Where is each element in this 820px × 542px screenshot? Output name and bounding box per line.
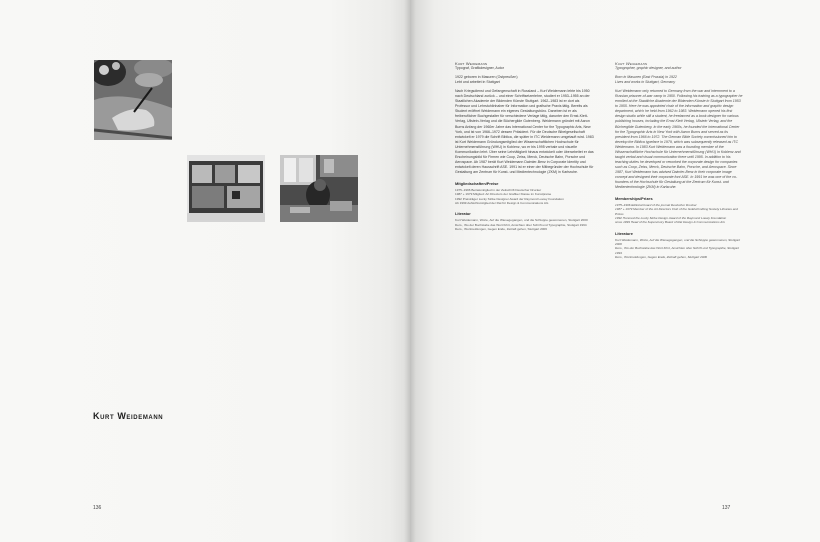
german-born: 1922 geboren in Masuren (Ostpreußen): [455, 75, 518, 80]
english-role: Typographer, graphic designer, and author: [615, 66, 682, 71]
english-memberships-title: Memberships/Prizes: [615, 196, 653, 202]
list-item: 1992 Honored the Lucky Strike Design Award of the Raymond Loewy Foundation: [615, 216, 727, 221]
german-memberships-title: Mitgliedschaften/Preise: [455, 180, 499, 186]
list-item: Ders., Wortmeldungen, Gegen Ende, Zeitraft gehen, Stuttgart 2006: [615, 254, 708, 259]
list-item: 1987 + 1979 Mitglied: Art Directors der Grafiker Klasse im Kunstpreise: [455, 192, 552, 197]
list-item: Ders., Wo der Buchstabe das Wort führt, Ansichten über Schrift und Typographie, Stuttgart 1994: [615, 246, 739, 255]
page-number-left: 136: [93, 505, 102, 511]
photo-workshop: [280, 155, 358, 222]
english-name: Kurt Weidemann: [615, 61, 648, 66]
list-item: Ders., Wo der Buchstabe das Wort führt, Ansichten über Schrift und Typographie, Stuttgart 1994: [455, 222, 587, 227]
list-item: 1992 Preisträger Lucky Strike Designer Award der Raymond Loewy Foundation: [455, 196, 564, 201]
photo-hand-drawing: [94, 60, 172, 140]
german-memberships-list: [455, 188, 595, 205]
german-text-column: [455, 61, 595, 231]
german-literature-list: [455, 218, 595, 231]
german-literature-title: Literatur: [455, 211, 471, 217]
list-item: Ders., Wortmeldungen, Gegen Ende, Zeitraft gehen, Stuttgart 2006: [455, 226, 547, 231]
book-gutter-shadow: [404, 0, 416, 542]
english-memberships-list: [615, 203, 743, 224]
list-item: 1975–1996 Editorial board of the journal Deutscher Drucker: [615, 203, 697, 208]
list-item: Kurt Weidemann, Worte, Auf die Wiesegegangen, und die Schluppe gewonnenen, Stuttgart 2000: [615, 237, 741, 246]
english-born: Born in Masuren (East Prussia) in 1922: [615, 75, 677, 80]
page-number-right: 137: [722, 505, 731, 511]
english-text-column: [615, 61, 743, 259]
list-item: 1975–1996 Beiratsmitglied in der Zeitschrift Deutscher Drucker: [455, 188, 542, 193]
german-biography: Nach Kriegsdienst und Gefangenschaft in Russland – Kurt Weidemann lebte bis 1950 nach Deutschland zurück – und einer Schriftsetzerlehre, studiert er 1953–1955 an der Staatlichen Akademie der Bildenden Künste Stuttgart. 1962–1983 ist er dort als Professor und Lehrstuhlinhaber für Information und grafische Praxis tätig. Bereits als Student eröffnet Weidemann ein eigenes Gestaltungsbüro. Daneben ist er als freiberuflicher Buchgestalter für verschiedene Verlage tätig, darunter den Ernst-Klett-Verlag, Ullstein-Verlag und die Büchergilde Gutenberg. Weidemann gründet mit Aaron Burns Anfang der 1960er Jahre das International Center for the Typographic Arts, New York, und ist von 1966–1972 dessen Präsident. Für die Deutsche Bibelgesellschaft entwickelt er 1979 die Schrift Biblica, die später in ITC Weidemann umgetauft wird. 1983 ist Kurt Weidemann Gründungsmitglied der Wissenschaftlichen Hochschule für Unternehmensführung (WHU) in Koblenz, wo er bis 1995 verbale und visuelle Kommunikation lehrt. Über seine Lehrtätigkeit hinaus entwickelt oder überarbeitet er das Erscheinungsbild für Firmen wie Coop, Zeiss, Merck, Deutsche Bahn, Porsche und Aerospace. Ab 1987 berät Kurt Weidemann Daimler-Benz in Corporate Identity und entwickelt deren Hausschrift ASE. 1991 ist er einer der Mitbegründer der Hochschule für Gestaltung am Zentrum für Kunst- und Medientechnologie (ZKM) in Karlsruhe.: [455, 89, 594, 174]
german-role: Typograf, Grafikdesigner, Autor: [455, 66, 504, 71]
list-item: since 1999 Head of the Supervisory Board of Rat Design & Communications AG: [615, 220, 725, 225]
list-item: Kurt Weidemann, Worte, Auf die Wiesegegangen, und die Schluppe gewonnenen, Stuttgart 2000: [455, 218, 588, 223]
english-literature-title: Literature: [615, 230, 633, 236]
person-name-heading: Kurt Weidemann: [93, 411, 164, 421]
german-name: Kurt Weidemann: [455, 61, 488, 66]
list-item: Ab 1999 Aufsichtsmitglied der Rat für Design & Communications AG: [455, 200, 549, 205]
right-page: [410, 0, 820, 542]
german-lives: Lebt und arbeitet in Stuttgart: [455, 80, 500, 85]
photo-typecase: [187, 155, 265, 222]
english-biography: Kurt Weidemann only returned to Germany from the war and internment to a Russian prisoner-of-war camp in 1950. Following his training as a typographer he enrolled at the Staatliche Akademie der Bildenden Künste in Stuttgart from 1953 to 1955. Here he was appointed chair of the information and graphic design department, which he held from 1962 to 1983. Weidemann opened his first design studio while still a student, he freelanced as a book designer for various publishing houses, including the Ernst Klett Verlag, Ullstein Verlag, and the Büchergilde Gutenberg. In the early 1960s, he founded the International Center for the Typographic Arts in New York with Aaron Burns and served as its president from 1966 to 1972. The German Bible Society commissioned him to develop the Biblica typeface in 1979, which was subsequently released as ITC Weidemann. In 1983 Kurt Weidemann was a founding member of the Wissenschaftliche Hochschule für Unternehmensführung (WHU) in Koblenz and taught verbal and visual communication there until 1995. In addition to his teaching duties he developed or reworked the corporate design for companies such as Coop, Zeiss, Merck, Deutsche Bahn, Porsche, and Aerospace. Since 1987, Kurt Weidemann has advised Daimler-Benz in their corporate image concept and designed their corporate font ASE. In 1991 he was one of the co-founders of the Hochschule für Gestaltung at the Zentrum für Kunst- und Medientechnologie (ZKM) in Karlsruhe.: [615, 89, 743, 190]
list-item: 1987 + 1979 Member of the Art Directors Club of the Goldschmitting Society Libraries and Prizes: [615, 207, 738, 216]
english-lives: Lives and works in Stuttgart, Germany: [615, 80, 676, 85]
english-literature-list: [615, 238, 743, 259]
